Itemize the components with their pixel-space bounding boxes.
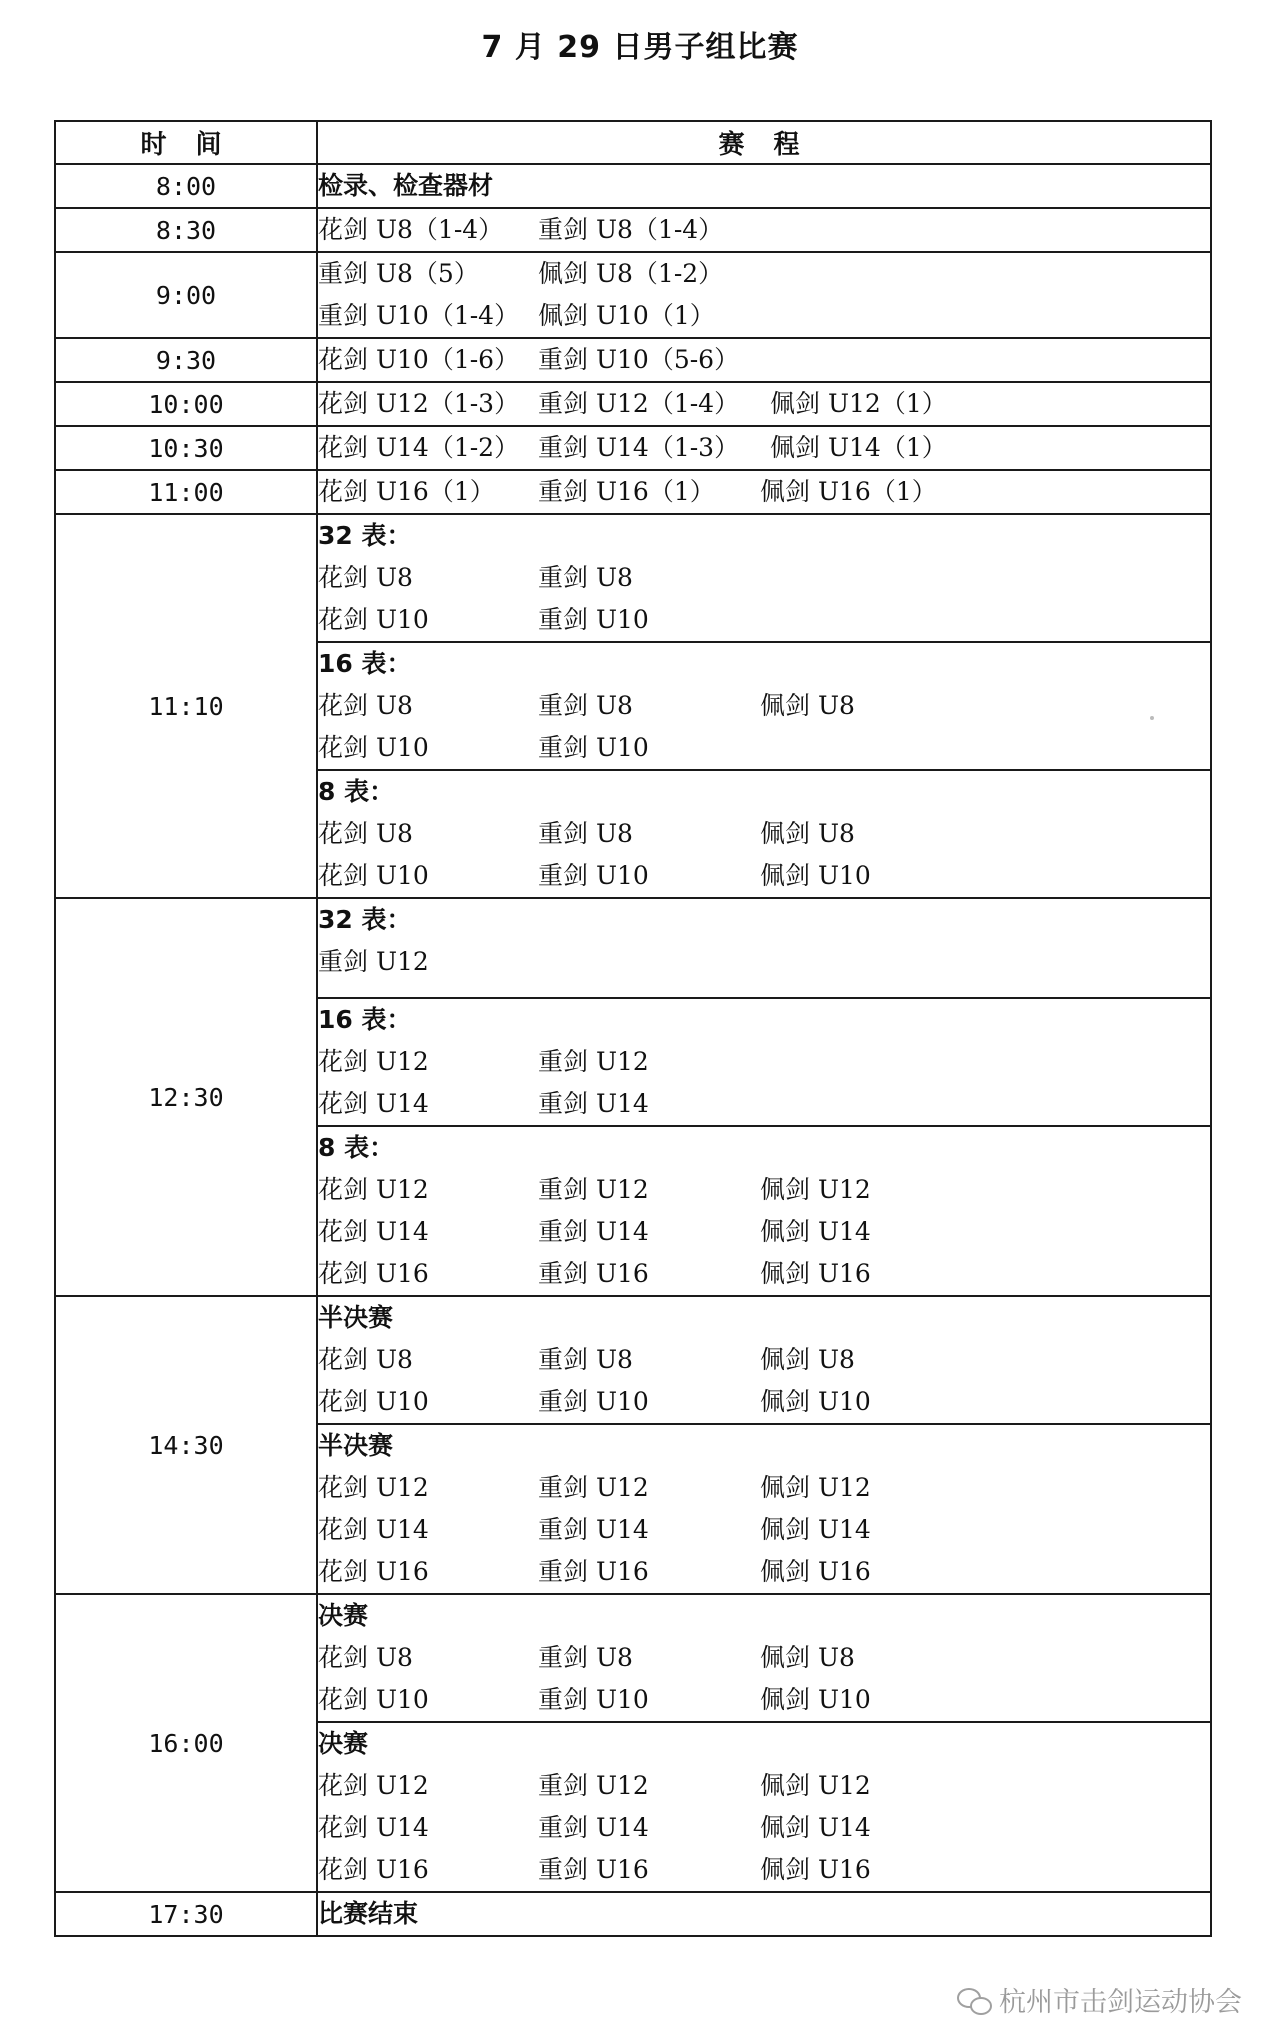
- event-item: 花剑 U8（1-4）: [318, 215, 504, 244]
- event-item: 佩剑 U10: [760, 861, 871, 890]
- program-cell: [317, 1126, 1211, 1296]
- event-line: [318, 1253, 1210, 1295]
- schedule-row: [55, 1892, 1211, 1936]
- section-heading: 8 表：: [318, 1133, 395, 1162]
- event-item: 花剑 U12: [318, 1473, 429, 1502]
- event-item: 佩剑 U12（1）: [770, 389, 947, 418]
- event-item: 花剑 U12: [318, 1047, 429, 1076]
- event-line: [318, 727, 1210, 769]
- page-title: 7 月 29 日男子组比赛: [481, 30, 799, 65]
- event-line: [318, 599, 1210, 641]
- section-heading: 比赛结束: [318, 1899, 419, 1928]
- program-cell: [317, 252, 1211, 338]
- event-line: [318, 295, 1210, 337]
- program-cell: [317, 998, 1211, 1126]
- event-item: 重剑 U12: [538, 1047, 649, 1076]
- event-item: 重剑 U8: [538, 1643, 633, 1672]
- event-line: [318, 253, 1210, 295]
- event-line: [318, 855, 1210, 897]
- event-line: [318, 1637, 1210, 1679]
- event-item: 花剑 U14: [318, 1515, 429, 1544]
- blank-line: [318, 983, 1210, 997]
- event-item: 佩剑 U10: [760, 1387, 871, 1416]
- event-item: 重剑 U12: [538, 1175, 649, 1204]
- watermark: [957, 1980, 1242, 2019]
- event-line: [318, 209, 1210, 251]
- event-item: 重剑 U8: [538, 691, 633, 720]
- section-heading: 半决赛: [318, 1431, 394, 1460]
- event-item: 花剑 U16（1）: [318, 477, 495, 506]
- event-item: 佩剑 U10（1）: [538, 301, 715, 330]
- schedule-body: [55, 164, 1211, 1936]
- event-line: [318, 557, 1210, 599]
- event-line: [318, 471, 1210, 513]
- program-cell: [317, 470, 1211, 514]
- time-cell: 8:30: [55, 208, 317, 252]
- event-item: 花剑 U8: [318, 563, 413, 592]
- event-item: 花剑 U16: [318, 1855, 429, 1884]
- event-item: 佩剑 U8（1-2）: [538, 259, 724, 288]
- event-item: 佩剑 U12: [760, 1771, 871, 1800]
- program-cell: [317, 514, 1211, 642]
- event-item: 花剑 U8: [318, 1643, 413, 1672]
- event-item: 花剑 U12: [318, 1175, 429, 1204]
- program-cell: [317, 770, 1211, 898]
- event-line: [318, 1211, 1210, 1253]
- scan-speck: [1150, 716, 1154, 720]
- section-heading: 检录、检查器材: [318, 171, 494, 200]
- section-heading: 决赛: [318, 1601, 369, 1630]
- schedule-row: [55, 338, 1211, 382]
- header-row: [55, 121, 1211, 164]
- event-item: 佩剑 U16: [760, 1259, 871, 1288]
- schedule-row: [55, 1594, 1211, 1722]
- time-column-header: 时 间: [55, 121, 317, 164]
- event-item: 重剑 U16: [538, 1259, 649, 1288]
- event-item: 花剑 U16: [318, 1259, 429, 1288]
- event-item: 佩剑 U8: [760, 819, 855, 848]
- event-item: 花剑 U10: [318, 861, 429, 890]
- event-line: [318, 339, 1210, 381]
- event-item: 花剑 U8: [318, 691, 413, 720]
- event-item: 重剑 U12: [538, 1473, 649, 1502]
- schedule-row: [55, 208, 1211, 252]
- event-line: [318, 1083, 1210, 1125]
- event-item: 佩剑 U12: [760, 1473, 871, 1502]
- event-item: 佩剑 U16（1）: [760, 477, 937, 506]
- event-item: 重剑 U10: [538, 733, 649, 762]
- event-item: 佩剑 U14: [760, 1813, 871, 1842]
- schedule-table: [54, 120, 1212, 1937]
- schedule-row: [55, 252, 1211, 338]
- event-item: 重剑 U12（1-4）: [538, 389, 740, 418]
- event-item: 重剑 U14（1-3）: [538, 433, 740, 462]
- event-item: 佩剑 U8: [760, 1345, 855, 1374]
- event-item: 重剑 U12: [538, 1771, 649, 1800]
- program-cell: [317, 1892, 1211, 1936]
- program-cell: [317, 642, 1211, 770]
- program-cell: [317, 164, 1211, 208]
- event-item: 佩剑 U16: [760, 1557, 871, 1586]
- schedule-row: [55, 514, 1211, 642]
- event-item: 重剑 U8: [538, 819, 633, 848]
- event-line: [318, 1041, 1210, 1083]
- event-line: [318, 427, 1210, 469]
- event-item: 花剑 U12（1-3）: [318, 389, 520, 418]
- section-heading: 16 表：: [318, 1005, 412, 1034]
- event-item: 重剑 U16（1）: [538, 477, 715, 506]
- event-item: 花剑 U10: [318, 1387, 429, 1416]
- event-item: 花剑 U14: [318, 1217, 429, 1246]
- event-item: 重剑 U14: [538, 1089, 649, 1118]
- event-line: [318, 1807, 1210, 1849]
- event-item: 佩剑 U8: [760, 1643, 855, 1672]
- event-item: 佩剑 U14: [760, 1515, 871, 1544]
- event-item: 佩剑 U14（1）: [770, 433, 947, 462]
- time-cell: 8:00: [55, 164, 317, 208]
- event-item: 重剑 U14: [538, 1217, 649, 1246]
- event-item: 重剑 U10: [538, 1685, 649, 1714]
- section-heading: 决赛: [318, 1729, 369, 1758]
- section-heading: 8 表：: [318, 777, 395, 806]
- time-cell: 14:30: [55, 1296, 317, 1594]
- event-line: [318, 1765, 1210, 1807]
- program-cell: [317, 338, 1211, 382]
- event-item: 重剑 U10（1-4）: [318, 301, 520, 330]
- time-cell: 17:30: [55, 1892, 317, 1936]
- event-item: 花剑 U14: [318, 1089, 429, 1118]
- event-item: 花剑 U8: [318, 1345, 413, 1374]
- program-cell: [317, 1722, 1211, 1892]
- event-item: 佩剑 U16: [760, 1855, 871, 1884]
- event-item: 花剑 U10: [318, 605, 429, 634]
- event-line: [318, 813, 1210, 855]
- event-line: [318, 1467, 1210, 1509]
- event-item: 重剑 U8: [538, 1345, 633, 1374]
- event-item: 花剑 U14（1-2）: [318, 433, 520, 462]
- time-cell: 16:00: [55, 1594, 317, 1892]
- event-item: 重剑 U10（5-6）: [538, 345, 740, 374]
- event-item: 佩剑 U8: [760, 691, 855, 720]
- program-cell: [317, 1424, 1211, 1594]
- section-heading: 32 表：: [318, 905, 412, 934]
- event-item: 佩剑 U14: [760, 1217, 871, 1246]
- program-cell: [317, 1296, 1211, 1424]
- event-item: 花剑 U16: [318, 1557, 429, 1586]
- event-line: [318, 685, 1210, 727]
- program-column-header: 赛 程: [317, 121, 1211, 164]
- schedule-row: [55, 426, 1211, 470]
- section-heading: 32 表：: [318, 521, 412, 550]
- event-item: 重剑 U8（1-4）: [538, 215, 724, 244]
- event-item: 佩剑 U10: [760, 1685, 871, 1714]
- event-item: 重剑 U8: [538, 563, 633, 592]
- time-cell: 10:30: [55, 426, 317, 470]
- event-item: 重剑 U10: [538, 861, 649, 890]
- event-item: 花剑 U10: [318, 1685, 429, 1714]
- schedule-row: [55, 898, 1211, 998]
- schedule-row: [55, 164, 1211, 208]
- schedule-row: [55, 470, 1211, 514]
- section-heading: 半决赛: [318, 1303, 394, 1332]
- program-cell: [317, 898, 1211, 998]
- section-heading: 16 表：: [318, 649, 412, 678]
- event-item: 重剑 U12: [318, 947, 429, 976]
- event-item: 花剑 U14: [318, 1813, 429, 1842]
- program-cell: [317, 1594, 1211, 1722]
- schedule-row: [55, 382, 1211, 426]
- event-item: 花剑 U8: [318, 819, 413, 848]
- time-cell: 12:30: [55, 898, 317, 1296]
- event-item: 重剑 U10: [538, 1387, 649, 1416]
- time-cell: 11:10: [55, 514, 317, 898]
- time-cell: 9:00: [55, 252, 317, 338]
- event-line: [318, 1551, 1210, 1593]
- watermark-text: 杭州市击剑运动协会: [999, 1987, 1242, 2018]
- event-item: 重剑 U10: [538, 605, 649, 634]
- event-line: [318, 1679, 1210, 1721]
- event-item: 重剑 U8（5）: [318, 259, 479, 288]
- event-item: 花剑 U10（1-6）: [318, 345, 520, 374]
- wechat-icon: [957, 1986, 991, 2014]
- event-line: [318, 1509, 1210, 1551]
- program-cell: [317, 426, 1211, 470]
- time-cell: 9:30: [55, 338, 317, 382]
- event-item: 佩剑 U12: [760, 1175, 871, 1204]
- program-cell: [317, 208, 1211, 252]
- event-item: 花剑 U12: [318, 1771, 429, 1800]
- program-cell: [317, 382, 1211, 426]
- event-item: 重剑 U14: [538, 1813, 649, 1842]
- event-item: 花剑 U10: [318, 733, 429, 762]
- schedule-row: [55, 1296, 1211, 1424]
- event-line: [318, 1849, 1210, 1891]
- time-cell: 11:00: [55, 470, 317, 514]
- event-line: [318, 1339, 1210, 1381]
- event-line: [318, 941, 1210, 983]
- time-cell: 10:00: [55, 382, 317, 426]
- event-item: 重剑 U16: [538, 1557, 649, 1586]
- event-line: [318, 383, 1210, 425]
- event-item: 重剑 U16: [538, 1855, 649, 1884]
- event-line: [318, 1381, 1210, 1423]
- event-line: [318, 1169, 1210, 1211]
- event-item: 重剑 U14: [538, 1515, 649, 1544]
